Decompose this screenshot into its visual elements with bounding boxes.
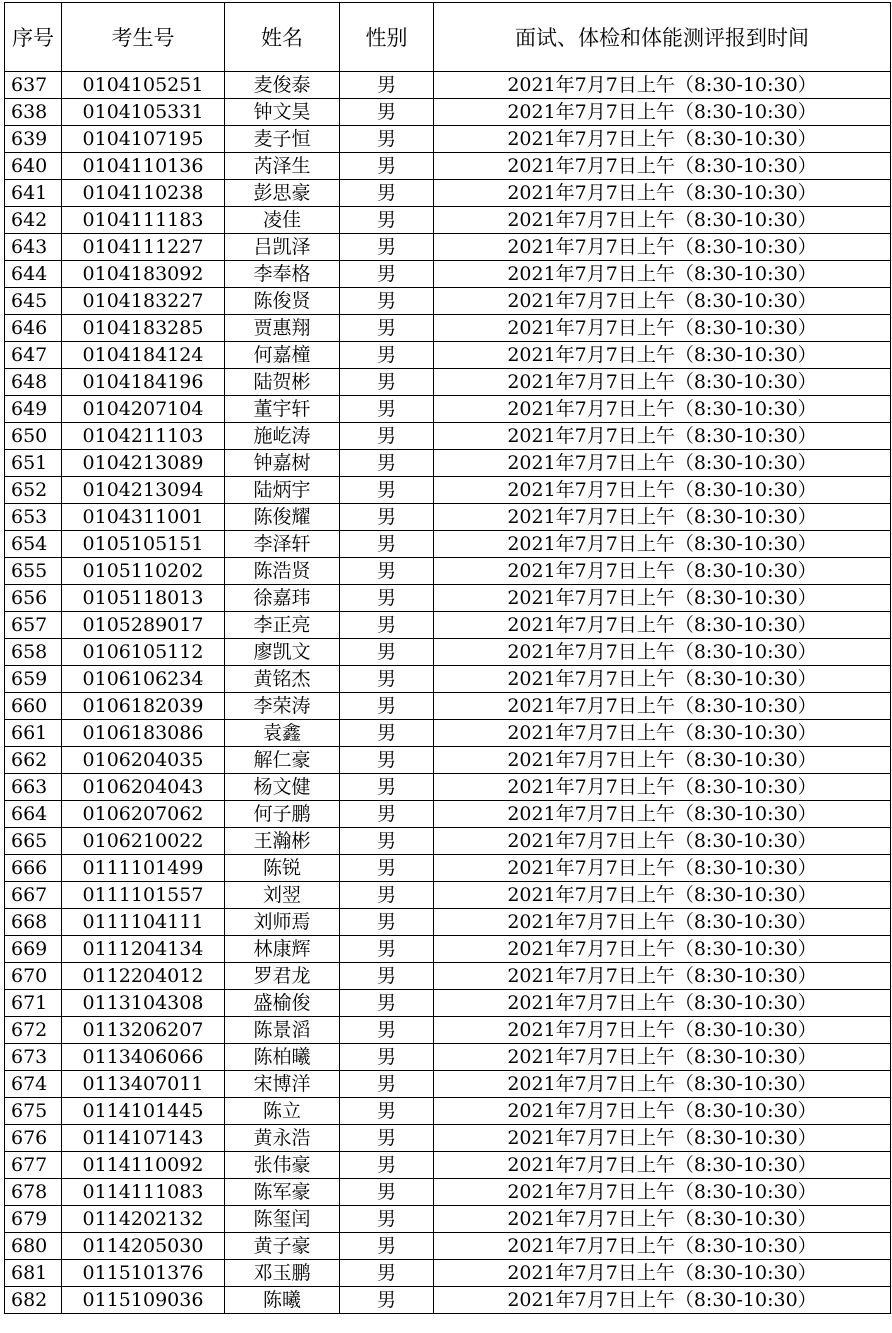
table-row xyxy=(5,936,891,963)
exam-no-cell: 0104207104 xyxy=(62,396,225,423)
exam-no-cell: 0114205030 xyxy=(62,1233,225,1260)
name-cell: 袁鑫 xyxy=(225,720,340,747)
gender-cell: 男 xyxy=(340,369,434,396)
exam-no-cell: 0114107143 xyxy=(62,1125,225,1152)
seq-cell: 644 xyxy=(5,261,62,288)
exam-no-cell: 0104311001 xyxy=(62,504,225,531)
exam-no-cell: 0105118013 xyxy=(62,585,225,612)
header-time: 面试、体检和体能测评报到时间 xyxy=(434,3,891,72)
gender-cell: 男 xyxy=(340,1152,434,1179)
seq-cell: 671 xyxy=(5,990,62,1017)
gender-cell: 男 xyxy=(340,1287,434,1314)
seq-cell: 663 xyxy=(5,774,62,801)
gender-cell: 男 xyxy=(340,477,434,504)
exam-no-cell: 0106204035 xyxy=(62,747,225,774)
name-cell: 吕凯泽 xyxy=(225,234,340,261)
seq-cell: 681 xyxy=(5,1260,62,1287)
name-cell: 陆炳宇 xyxy=(225,477,340,504)
time-cell: 2021年7月7日上午（8:30-10:30） xyxy=(434,288,891,315)
header-exam-no: 考生号 xyxy=(62,3,225,72)
seq-cell: 657 xyxy=(5,612,62,639)
gender-cell: 男 xyxy=(340,990,434,1017)
gender-cell: 男 xyxy=(340,261,434,288)
exam-no-cell: 0104107195 xyxy=(62,126,225,153)
time-cell: 2021年7月7日上午（8:30-10:30） xyxy=(434,855,891,882)
exam-no-cell: 0104213094 xyxy=(62,477,225,504)
seq-cell: 680 xyxy=(5,1233,62,1260)
time-cell: 2021年7月7日上午（8:30-10:30） xyxy=(434,1125,891,1152)
time-cell: 2021年7月7日上午（8:30-10:30） xyxy=(434,531,891,558)
time-cell: 2021年7月7日上午（8:30-10:30） xyxy=(434,963,891,990)
seq-cell: 661 xyxy=(5,720,62,747)
name-cell: 林康辉 xyxy=(225,936,340,963)
table-row xyxy=(5,450,891,477)
gender-cell: 男 xyxy=(340,180,434,207)
table-row xyxy=(5,639,891,666)
time-cell: 2021年7月7日上午（8:30-10:30） xyxy=(434,396,891,423)
seq-cell: 651 xyxy=(5,450,62,477)
name-cell: 刘师焉 xyxy=(225,909,340,936)
table-row xyxy=(5,666,891,693)
time-cell: 2021年7月7日上午（8:30-10:30） xyxy=(434,1098,891,1125)
seq-cell: 665 xyxy=(5,828,62,855)
seq-cell: 659 xyxy=(5,666,62,693)
seq-cell: 640 xyxy=(5,153,62,180)
exam-no-cell: 0106207062 xyxy=(62,801,225,828)
table-row xyxy=(5,855,891,882)
exam-no-cell: 0112204012 xyxy=(62,963,225,990)
time-cell: 2021年7月7日上午（8:30-10:30） xyxy=(434,882,891,909)
name-cell: 钟文昊 xyxy=(225,99,340,126)
name-cell: 陈浩贤 xyxy=(225,558,340,585)
seq-cell: 637 xyxy=(5,72,62,99)
name-cell: 王瀚彬 xyxy=(225,828,340,855)
gender-cell: 男 xyxy=(340,1260,434,1287)
time-cell: 2021年7月7日上午（8:30-10:30） xyxy=(434,1206,891,1233)
table-body xyxy=(5,72,891,1314)
seq-cell: 652 xyxy=(5,477,62,504)
gender-cell: 男 xyxy=(340,585,434,612)
gender-cell: 男 xyxy=(340,126,434,153)
seq-cell: 639 xyxy=(5,126,62,153)
gender-cell: 男 xyxy=(340,639,434,666)
table-row xyxy=(5,909,891,936)
table-row xyxy=(5,1152,891,1179)
exam-no-cell: 0104183285 xyxy=(62,315,225,342)
gender-cell: 男 xyxy=(340,72,434,99)
time-cell: 2021年7月7日上午（8:30-10:30） xyxy=(434,909,891,936)
seq-cell: 654 xyxy=(5,531,62,558)
gender-cell: 男 xyxy=(340,288,434,315)
exam-no-cell: 0104183092 xyxy=(62,261,225,288)
exam-no-cell: 0113406066 xyxy=(62,1044,225,1071)
exam-no-cell: 0104213089 xyxy=(62,450,225,477)
name-cell: 陈景滔 xyxy=(225,1017,340,1044)
time-cell: 2021年7月7日上午（8:30-10:30） xyxy=(434,234,891,261)
table-row xyxy=(5,315,891,342)
table-row xyxy=(5,288,891,315)
exam-no-cell: 0104111183 xyxy=(62,207,225,234)
exam-no-cell: 0104184124 xyxy=(62,342,225,369)
exam-no-cell: 0115101376 xyxy=(62,1260,225,1287)
exam-no-cell: 0104183227 xyxy=(62,288,225,315)
gender-cell: 男 xyxy=(340,1179,434,1206)
gender-cell: 男 xyxy=(340,855,434,882)
gender-cell: 男 xyxy=(340,396,434,423)
name-cell: 钟嘉树 xyxy=(225,450,340,477)
table-row xyxy=(5,180,891,207)
time-cell: 2021年7月7日上午（8:30-10:30） xyxy=(434,693,891,720)
name-cell: 陈柏曦 xyxy=(225,1044,340,1071)
gender-cell: 男 xyxy=(340,315,434,342)
seq-cell: 676 xyxy=(5,1125,62,1152)
gender-cell: 男 xyxy=(340,612,434,639)
time-cell: 2021年7月7日上午（8:30-10:30） xyxy=(434,315,891,342)
table-row xyxy=(5,558,891,585)
time-cell: 2021年7月7日上午（8:30-10:30） xyxy=(434,1044,891,1071)
exam-no-cell: 0113407011 xyxy=(62,1071,225,1098)
gender-cell: 男 xyxy=(340,909,434,936)
table-row xyxy=(5,882,891,909)
time-cell: 2021年7月7日上午（8:30-10:30） xyxy=(434,774,891,801)
name-cell: 陈立 xyxy=(225,1098,340,1125)
gender-cell: 男 xyxy=(340,828,434,855)
gender-cell: 男 xyxy=(340,1233,434,1260)
table-row xyxy=(5,153,891,180)
exam-no-cell: 0105110202 xyxy=(62,558,225,585)
time-cell: 2021年7月7日上午（8:30-10:30） xyxy=(434,828,891,855)
seq-cell: 660 xyxy=(5,693,62,720)
seq-cell: 655 xyxy=(5,558,62,585)
exam-no-cell: 0106105112 xyxy=(62,639,225,666)
exam-no-cell: 0111204134 xyxy=(62,936,225,963)
name-cell: 李奉格 xyxy=(225,261,340,288)
table-row xyxy=(5,126,891,153)
exam-no-cell: 0114101445 xyxy=(62,1098,225,1125)
exam-no-cell: 0106182039 xyxy=(62,693,225,720)
name-cell: 黄子豪 xyxy=(225,1233,340,1260)
name-cell: 黄铭杰 xyxy=(225,666,340,693)
name-cell: 刘翌 xyxy=(225,882,340,909)
header-name: 姓名 xyxy=(225,3,340,72)
header-seq: 序号 xyxy=(5,3,62,72)
table-row xyxy=(5,1098,891,1125)
table-row xyxy=(5,1233,891,1260)
table-row xyxy=(5,477,891,504)
gender-cell: 男 xyxy=(340,666,434,693)
seq-cell: 667 xyxy=(5,882,62,909)
seq-cell: 662 xyxy=(5,747,62,774)
table-row xyxy=(5,1179,891,1206)
name-cell: 何子鹏 xyxy=(225,801,340,828)
header-row xyxy=(5,3,891,72)
name-cell: 陈俊耀 xyxy=(225,504,340,531)
seq-cell: 668 xyxy=(5,909,62,936)
time-cell: 2021年7月7日上午（8:30-10:30） xyxy=(434,153,891,180)
name-cell: 盛榆俊 xyxy=(225,990,340,1017)
name-cell: 芮泽生 xyxy=(225,153,340,180)
name-cell: 李泽轩 xyxy=(225,531,340,558)
table-row xyxy=(5,342,891,369)
table-row xyxy=(5,99,891,126)
table-row xyxy=(5,1044,891,1071)
table-row xyxy=(5,747,891,774)
gender-cell: 男 xyxy=(340,801,434,828)
table-row xyxy=(5,585,891,612)
time-cell: 2021年7月7日上午（8:30-10:30） xyxy=(434,747,891,774)
table-row xyxy=(5,504,891,531)
exam-no-cell: 0114110092 xyxy=(62,1152,225,1179)
time-cell: 2021年7月7日上午（8:30-10:30） xyxy=(434,99,891,126)
name-cell: 杨文健 xyxy=(225,774,340,801)
seq-cell: 641 xyxy=(5,180,62,207)
exam-no-cell: 0111101499 xyxy=(62,855,225,882)
gender-cell: 男 xyxy=(340,504,434,531)
table-row xyxy=(5,720,891,747)
time-cell: 2021年7月7日上午（8:30-10:30） xyxy=(434,1287,891,1314)
time-cell: 2021年7月7日上午（8:30-10:30） xyxy=(434,720,891,747)
name-cell: 陈玺闰 xyxy=(225,1206,340,1233)
table-row xyxy=(5,369,891,396)
gender-cell: 男 xyxy=(340,720,434,747)
time-cell: 2021年7月7日上午（8:30-10:30） xyxy=(434,423,891,450)
time-cell: 2021年7月7日上午（8:30-10:30） xyxy=(434,126,891,153)
name-cell: 李荣涛 xyxy=(225,693,340,720)
seq-cell: 666 xyxy=(5,855,62,882)
gender-cell: 男 xyxy=(340,1017,434,1044)
exam-no-cell: 0106183086 xyxy=(62,720,225,747)
header-gender: 性别 xyxy=(340,3,434,72)
time-cell: 2021年7月7日上午（8:30-10:30） xyxy=(434,639,891,666)
name-cell: 麦子恒 xyxy=(225,126,340,153)
name-cell: 陆贺彬 xyxy=(225,369,340,396)
name-cell: 黄永浩 xyxy=(225,1125,340,1152)
seq-cell: 645 xyxy=(5,288,62,315)
exam-no-cell: 0106106234 xyxy=(62,666,225,693)
exam-no-cell: 0111101557 xyxy=(62,882,225,909)
seq-cell: 647 xyxy=(5,342,62,369)
table-row xyxy=(5,396,891,423)
seq-cell: 672 xyxy=(5,1017,62,1044)
table-row xyxy=(5,261,891,288)
exam-no-cell: 0113104308 xyxy=(62,990,225,1017)
seq-cell: 677 xyxy=(5,1152,62,1179)
seq-cell: 674 xyxy=(5,1071,62,1098)
gender-cell: 男 xyxy=(340,1125,434,1152)
gender-cell: 男 xyxy=(340,234,434,261)
table-row xyxy=(5,423,891,450)
gender-cell: 男 xyxy=(340,693,434,720)
seq-cell: 653 xyxy=(5,504,62,531)
seq-cell: 678 xyxy=(5,1179,62,1206)
time-cell: 2021年7月7日上午（8:30-10:30） xyxy=(434,342,891,369)
table-row xyxy=(5,1287,891,1314)
gender-cell: 男 xyxy=(340,99,434,126)
table-row xyxy=(5,774,891,801)
gender-cell: 男 xyxy=(340,1044,434,1071)
time-cell: 2021年7月7日上午（8:30-10:30） xyxy=(434,558,891,585)
table-row xyxy=(5,1071,891,1098)
table-row xyxy=(5,207,891,234)
name-cell: 陈曦 xyxy=(225,1287,340,1314)
gender-cell: 男 xyxy=(340,774,434,801)
seq-cell: 638 xyxy=(5,99,62,126)
gender-cell: 男 xyxy=(340,747,434,774)
exam-no-cell: 0104105251 xyxy=(62,72,225,99)
name-cell: 李正亮 xyxy=(225,612,340,639)
exam-no-cell: 0104111227 xyxy=(62,234,225,261)
name-cell: 陈俊贤 xyxy=(225,288,340,315)
table-row xyxy=(5,963,891,990)
seq-cell: 679 xyxy=(5,1206,62,1233)
time-cell: 2021年7月7日上午（8:30-10:30） xyxy=(434,1071,891,1098)
time-cell: 2021年7月7日上午（8:30-10:30） xyxy=(434,1179,891,1206)
name-cell: 何嘉橦 xyxy=(225,342,340,369)
exam-no-cell: 0113206207 xyxy=(62,1017,225,1044)
table-row xyxy=(5,1260,891,1287)
seq-cell: 673 xyxy=(5,1044,62,1071)
table-row xyxy=(5,693,891,720)
candidate-table xyxy=(4,2,891,1314)
exam-no-cell: 0115109036 xyxy=(62,1287,225,1314)
table-row xyxy=(5,1206,891,1233)
gender-cell: 男 xyxy=(340,1098,434,1125)
gender-cell: 男 xyxy=(340,1071,434,1098)
exam-no-cell: 0106204043 xyxy=(62,774,225,801)
time-cell: 2021年7月7日上午（8:30-10:30） xyxy=(434,1233,891,1260)
name-cell: 张伟豪 xyxy=(225,1152,340,1179)
name-cell: 徐嘉玮 xyxy=(225,585,340,612)
name-cell: 邓玉鹏 xyxy=(225,1260,340,1287)
name-cell: 陈锐 xyxy=(225,855,340,882)
table-row xyxy=(5,72,891,99)
table-row xyxy=(5,234,891,261)
seq-cell: 670 xyxy=(5,963,62,990)
name-cell: 贾惠翔 xyxy=(225,315,340,342)
seq-cell: 649 xyxy=(5,396,62,423)
time-cell: 2021年7月7日上午（8:30-10:30） xyxy=(434,477,891,504)
time-cell: 2021年7月7日上午（8:30-10:30） xyxy=(434,585,891,612)
seq-cell: 682 xyxy=(5,1287,62,1314)
name-cell: 凌佳 xyxy=(225,207,340,234)
gender-cell: 男 xyxy=(340,423,434,450)
time-cell: 2021年7月7日上午（8:30-10:30） xyxy=(434,1017,891,1044)
name-cell: 董宇轩 xyxy=(225,396,340,423)
time-cell: 2021年7月7日上午（8:30-10:30） xyxy=(434,666,891,693)
exam-no-cell: 0104110238 xyxy=(62,180,225,207)
gender-cell: 男 xyxy=(340,936,434,963)
time-cell: 2021年7月7日上午（8:30-10:30） xyxy=(434,936,891,963)
seq-cell: 664 xyxy=(5,801,62,828)
exam-no-cell: 0114202132 xyxy=(62,1206,225,1233)
time-cell: 2021年7月7日上午（8:30-10:30） xyxy=(434,990,891,1017)
gender-cell: 男 xyxy=(340,1206,434,1233)
seq-cell: 656 xyxy=(5,585,62,612)
gender-cell: 男 xyxy=(340,207,434,234)
seq-cell: 658 xyxy=(5,639,62,666)
exam-no-cell: 0105289017 xyxy=(62,612,225,639)
name-cell: 麦俊泰 xyxy=(225,72,340,99)
seq-cell: 646 xyxy=(5,315,62,342)
time-cell: 2021年7月7日上午（8:30-10:30） xyxy=(434,504,891,531)
time-cell: 2021年7月7日上午（8:30-10:30） xyxy=(434,612,891,639)
time-cell: 2021年7月7日上午（8:30-10:30） xyxy=(434,450,891,477)
name-cell: 宋博洋 xyxy=(225,1071,340,1098)
exam-no-cell: 0104184196 xyxy=(62,369,225,396)
table-row xyxy=(5,612,891,639)
time-cell: 2021年7月7日上午（8:30-10:30） xyxy=(434,801,891,828)
gender-cell: 男 xyxy=(340,153,434,180)
seq-cell: 650 xyxy=(5,423,62,450)
exam-no-cell: 0104211103 xyxy=(62,423,225,450)
seq-cell: 643 xyxy=(5,234,62,261)
exam-no-cell: 0114111083 xyxy=(62,1179,225,1206)
time-cell: 2021年7月7日上午（8:30-10:30） xyxy=(434,180,891,207)
table-row xyxy=(5,1125,891,1152)
time-cell: 2021年7月7日上午（8:30-10:30） xyxy=(434,261,891,288)
exam-no-cell: 0104110136 xyxy=(62,153,225,180)
time-cell: 2021年7月7日上午（8:30-10:30） xyxy=(434,1152,891,1179)
name-cell: 罗君龙 xyxy=(225,963,340,990)
name-cell: 彭思豪 xyxy=(225,180,340,207)
name-cell: 施屹涛 xyxy=(225,423,340,450)
name-cell: 解仁豪 xyxy=(225,747,340,774)
time-cell: 2021年7月7日上午（8:30-10:30） xyxy=(434,369,891,396)
exam-no-cell: 0111104111 xyxy=(62,909,225,936)
seq-cell: 675 xyxy=(5,1098,62,1125)
exam-no-cell: 0104105331 xyxy=(62,99,225,126)
table-row xyxy=(5,1017,891,1044)
name-cell: 廖凯文 xyxy=(225,639,340,666)
gender-cell: 男 xyxy=(340,558,434,585)
time-cell: 2021年7月7日上午（8:30-10:30） xyxy=(434,72,891,99)
name-cell: 陈军豪 xyxy=(225,1179,340,1206)
exam-no-cell: 0106210022 xyxy=(62,828,225,855)
gender-cell: 男 xyxy=(340,882,434,909)
seq-cell: 669 xyxy=(5,936,62,963)
seq-cell: 642 xyxy=(5,207,62,234)
seq-cell: 648 xyxy=(5,369,62,396)
time-cell: 2021年7月7日上午（8:30-10:30） xyxy=(434,207,891,234)
gender-cell: 男 xyxy=(340,342,434,369)
gender-cell: 男 xyxy=(340,531,434,558)
table-row xyxy=(5,531,891,558)
gender-cell: 男 xyxy=(340,963,434,990)
table-row xyxy=(5,801,891,828)
table-row xyxy=(5,990,891,1017)
gender-cell: 男 xyxy=(340,450,434,477)
table-row xyxy=(5,828,891,855)
time-cell: 2021年7月7日上午（8:30-10:30） xyxy=(434,1260,891,1287)
exam-no-cell: 0105105151 xyxy=(62,531,225,558)
